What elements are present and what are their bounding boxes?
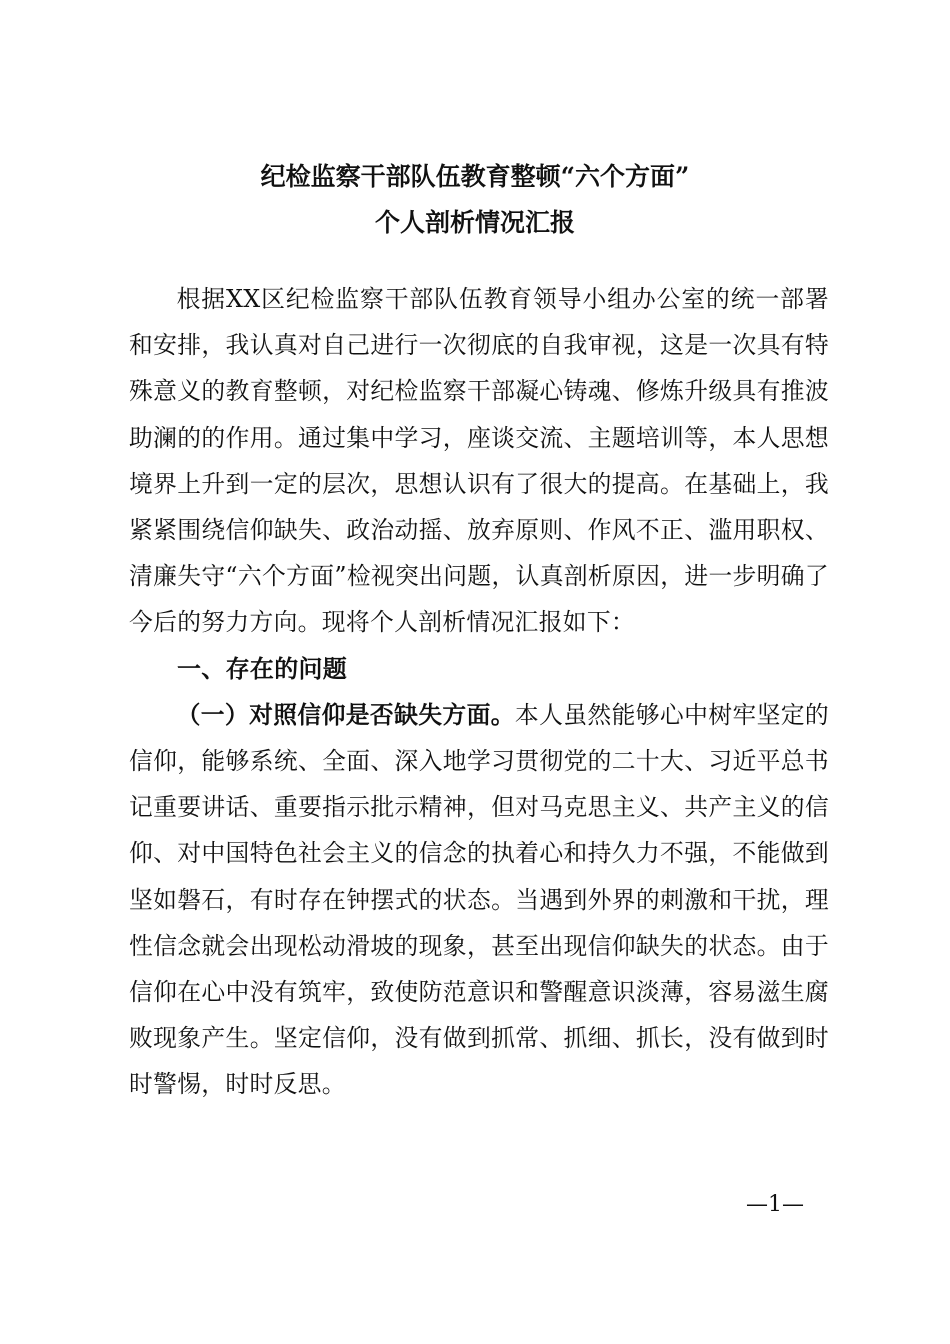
subsection-body: 本人虽然能够心中树牢坚定的信仰，能够系统、全面、深入地学习贯彻党的二十大、习近平总书记重要讲话、重要指示批示精神，但对马克思主义、共产主义的信仰、对中国特色社会主义的信念的执着心和持久力不强，不能做到坚如磐石，有时存在钟摆式的状态。当遇到外界的刺激和干扰，理性信念就会出现松动滑坡的现象，甚至出现信仰缺失的状态。由于信仰在心中没有筑牢，致使防范意识和警醒意识淡薄，容易滋生腐败现象产生。坚定信仰，没有做到抓常、抓细、抓长，没有做到时时警惕，时时反思。 — [129, 700, 830, 1099]
document-title-line-2: 个人剖析情况汇报 — [374, 208, 575, 237]
subsection-paragraph — [129, 692, 829, 1108]
intro-paragraph: 根据XX区纪检监察干部队伍教育领导小组办公室的统一部署和安排，我认真对自己进行一次彻底的自我审视，这是一次具有特殊意义的教育整顿，对纪检监察干部凝心铸魂、修炼升级具有推波助澜的的作用。通过集中学习，座谈交流、主题培训等，本人思想境界上升到一定的层次，思想认识有了很大的提高。在基础上，我紧紧围绕信仰缺失、政治动摇、放弃原则、作风不正、滥用职权、清廉失守“六个方面”检视突出问题，认真剖析原因，进一步明确了今后的努力方向。现将个人剖析情况汇报如下： — [129, 285, 829, 637]
section-heading: 一、存在的问题 — [177, 654, 348, 683]
subsection-lead: （一）对照信仰是否缺失方面。 — [176, 700, 515, 729]
document-body — [129, 276, 829, 1108]
document-title-line-1: 纪检监察干部队伍教育整顿“六个方面” — [260, 162, 690, 191]
page-number: —1— — [746, 1192, 804, 1217]
